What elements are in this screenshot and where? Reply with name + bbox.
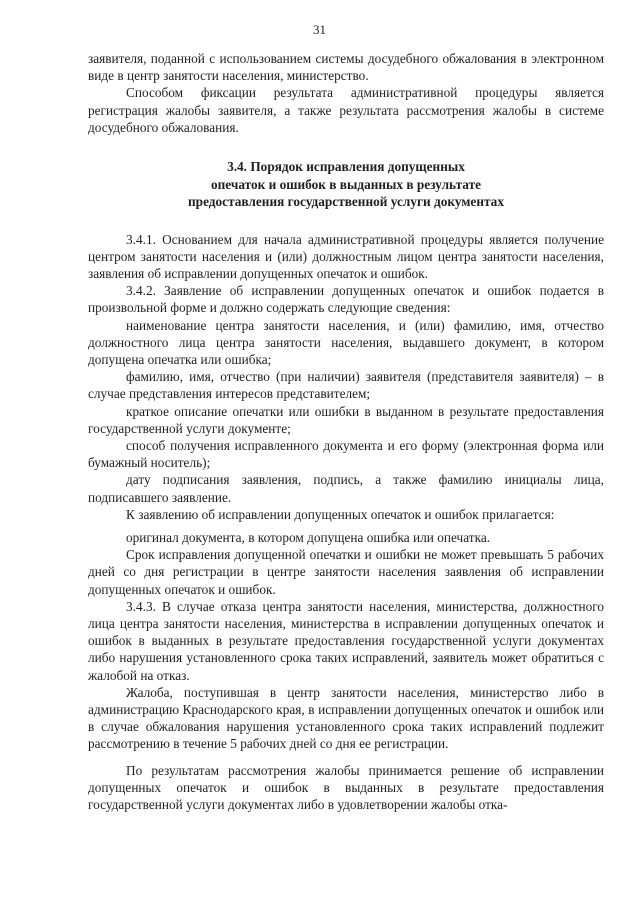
paragraph-3-4-3: 3.4.3. В случае отказа центра занятости населения, министерства, должностного лица центра занятости населения, министерства в исправлении допущенных опечаток и ошибок в выданных в результате предоставления государственной услуги документах либо нарушения установленного срока таких исправлений, заявитель может обратиться с жалобой на отказ. — [88, 598, 604, 683]
section-heading-line-3: предоставления государственной услуги документах — [188, 194, 504, 210]
paragraph-complaint-result: По результатам рассмотрения жалобы принимается решение об исправлении допущенных опечаток и ошибок в выданных в результате предоставления государственной услуги документах либо в удовлетворении жалобы отка- — [88, 762, 604, 813]
list-item-applicant-name: фамилию, имя, отчество (при наличии) заявителя (представителя заявителя) – в случае представления интересов представителем; — [88, 369, 604, 402]
paragraph-attachment: К заявлению об исправлении допущенных опечаток и ошибок прилагается: — [126, 506, 555, 522]
intro-paragraph-2: Способом фиксации результата административной процедуры является регистрация жалобы заявителя, а также результата рассмотрения жалобы в системе досудебного обжалования. — [88, 85, 604, 135]
paragraph-complaint: Жалоба, поступившая в центр занятости населения, министерство либо в администрацию Краснодарского края, в исправлении допущенных опечаток и ошибок или в случае обжалования нарушения установленного срока таких исправлений подлежит рассмотрению в течение 5 рабочих дней со дня ее регистрации. — [88, 684, 604, 752]
section-heading-line-2: опечаток и ошибок в выданных в результате — [210, 176, 482, 192]
list-item-center-name: наименование центра занятости населения, и (или) фамилию, имя, отчество должностного лица центра занятости населения, выдавшего документ, в котором допущена опечатка или ошибка; — [88, 317, 604, 367]
paragraph-3-4-1: 3.4.1. Основанием для начала административной процедуры является получение центром занятости населения и (или) должностным лицом центра занятости населения, заявления об исправлении допущенных опечаток и ошибок. — [88, 231, 604, 281]
paragraph-correction-deadline: Срок исправления допущенной опечатки и ошибки не может превышать 5 рабочих дней со дня регистрации в центре занятости населения заявления об исправлении допущенных опечаток и ошибок. — [88, 547, 604, 597]
document-body — [88, 50, 604, 813]
list-item-signature-date: дату подписания заявления, подпись, а также фамилию инициалы лица, подписавшего заявление. — [88, 472, 604, 505]
page-number: 31 — [313, 22, 326, 37]
section-heading — [88, 158, 604, 211]
paragraph-3-4-2: 3.4.2. Заявление об исправлении допущенных опечаток и ошибок подается в произвольной форме и должно содержать следующие сведения: — [88, 283, 604, 316]
list-item-error-description: краткое описание опечатки или ошибки в выданном в результате предоставления государственной услуги документе; — [88, 403, 604, 436]
section-heading-line-1: 3.4. Порядок исправления допущенных — [227, 159, 465, 175]
list-item-original-document: оригинал документа, в котором допущена ошибка или опечатка. — [126, 529, 491, 545]
intro-paragraph-1: заявителя, поданной с использованием системы досудебного обжалования в электронном виде в центр занятости населения, министерство. — [88, 51, 604, 84]
list-item-receipt-method: способ получения исправленного документа и его форму (электронная форма или бумажный носитель); — [88, 437, 604, 471]
